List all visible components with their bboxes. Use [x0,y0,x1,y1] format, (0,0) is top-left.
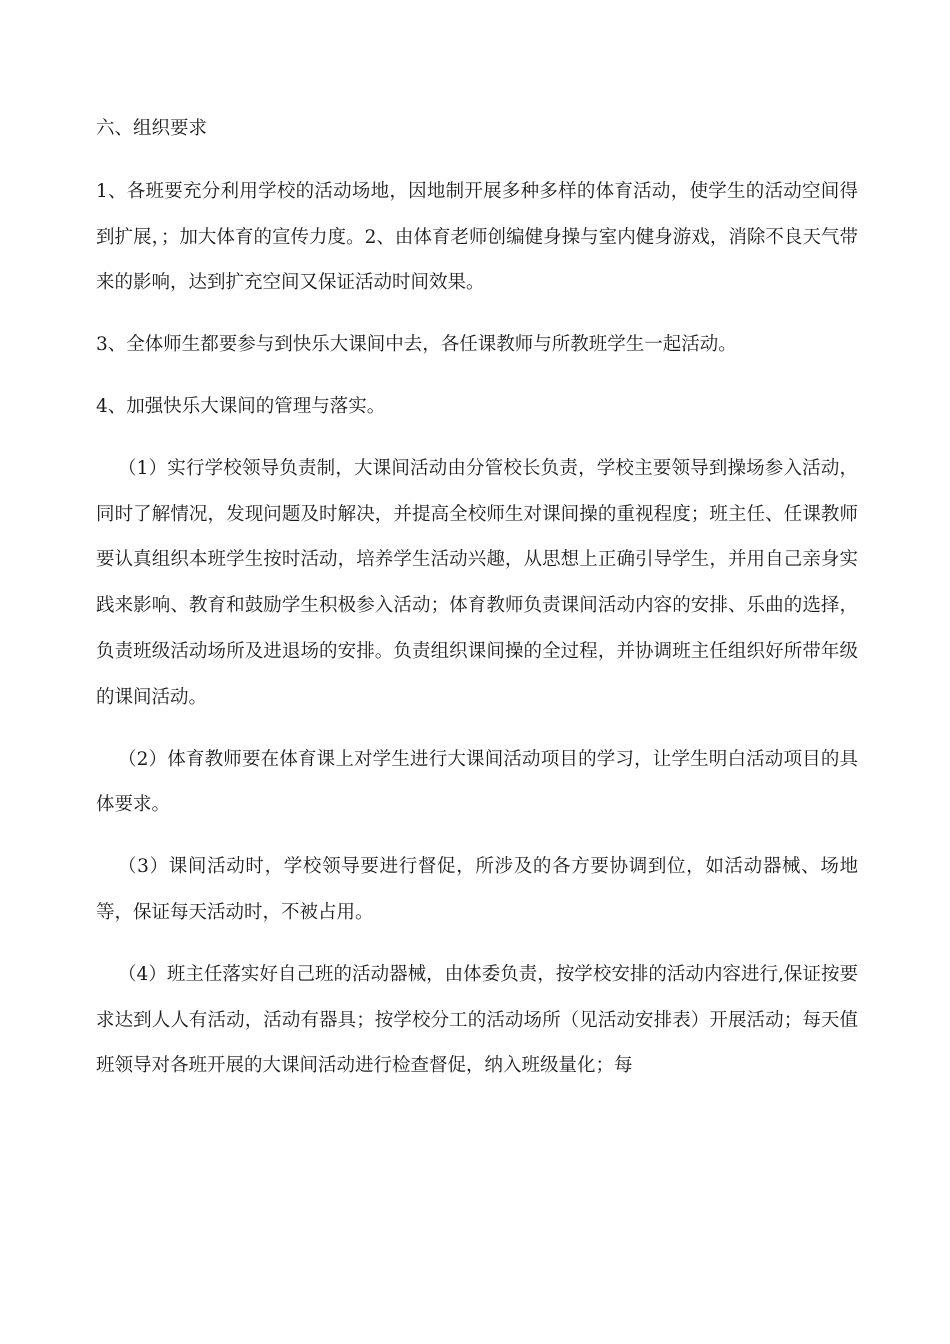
paragraph-4-1: （1）实行学校领导负责制，大课间活动由分管校长负责，学校主要领导到操场参入活动，同时了解情况，发现问题及时解决，并提高全校师生对课间操的重视程度；班主任、任课教师要认真组织本班学生按时活动，培养学生活动兴趣，从思想上正确引导学生，并用自己亲身实践来影响、教育和鼓励学生积极参入活动；体育教师负责课间活动内容的安排、乐曲的选择，负责班级活动场所及进退场的安排。负责组织课间操的全过程，并协调班主任组织好所带年级的课间活动。 [96,457,858,708]
paragraph-1: 1、各班要充分利用学校的活动场地，因地制开展多种多样的体育活动，使学生的活动空间得到扩展，；加大体育的宣传力度。2、由体育老师创编健身操与室内健身游戏，消除不良天气带来的影响，达到扩充空间又保证活动时间效果。 [96,180,858,294]
paragraph-4-2: （2）体育教师要在体育课上对学生进行大课间活动项目的学习，让学生明白活动项目的具体要求。 [96,748,858,816]
section-heading: 六、组织要求 [96,118,208,139]
paragraph-4: 4、加强快乐大课间的管理与落实。 [96,395,386,417]
paragraph-3: 3、全体师生都要参与到快乐大课间中去，各任课教师与所教班学生一起活动。 [96,334,737,356]
paragraph-4-3: （3）课间活动时，学校领导要进行督促，所涉及的各方要协调到位，如活动器械、场地等，保证每天活动时，不被占用。 [96,856,858,923]
paragraph-4-4: （4）班主任落实好自己班的活动器械，由体委负责，按学校安排的活动内容进行,保证按要求达到人人有活动，活动有器具；按学校分工的活动场所（见活动安排表）开展活动；每天值班领导对各班开展的大课间活动进行检查督促，纳入班级量化；每 [96,963,858,1077]
document-body [96,106,858,1089]
